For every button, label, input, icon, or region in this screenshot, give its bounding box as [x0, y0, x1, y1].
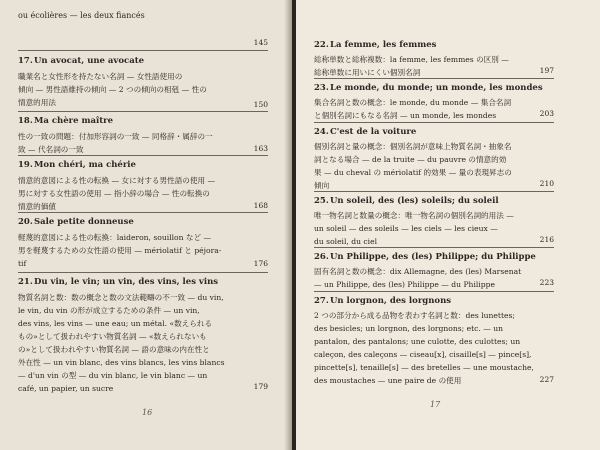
entry-num: 26. — [314, 252, 329, 262]
entry-title-25 — [314, 196, 499, 206]
divider — [18, 50, 268, 51]
entry-title-18 — [18, 116, 113, 126]
body-line: 傾向 — [314, 181, 330, 190]
entry-body-19 — [18, 174, 268, 213]
page-number-right: 17 — [430, 400, 441, 409]
entry-title-17 — [18, 56, 144, 66]
entry-title-23 — [314, 83, 543, 93]
body-line: tif — [18, 259, 27, 268]
entry-title-text: Sale petite donneuse — [34, 217, 134, 227]
body-line: もの»として扱われやすい物質名詞 — «数えられないも — [18, 332, 207, 341]
body-line: un soleil — des soleils — les ciels — les cieux — — [314, 224, 498, 233]
body-line: 軽蔑的意図による性の転換：laideron, souillon など — — [18, 233, 212, 242]
divider — [18, 111, 268, 112]
entry-num: 17. — [18, 56, 33, 66]
body-line: du soleil, du ciel — [314, 237, 378, 246]
entry-title-text: Un Philippe, des (les) Philippe; du Philippe — [330, 252, 536, 262]
body-line: 唯一物名詞と数量の概念：唯一物名詞の個別名詞的用法 — — [314, 211, 514, 220]
body-line: 傾向 — 男性語維持の傾向 — 2 つの傾向の相剋 — 性の — [18, 85, 207, 94]
entry-title-text: Un lorgnon, des lorgnons — [330, 296, 452, 306]
body-line: 職業名と女性形を持たない名詞 — 女性語使用の — [18, 72, 183, 81]
entry-body-25 — [314, 209, 554, 248]
entry-num: 24. — [314, 127, 329, 137]
body-line: 外在性 — un vin blanc, des vins blancs, les vins blancs — [18, 358, 225, 367]
divider — [18, 155, 268, 156]
entry-title-27 — [314, 296, 451, 306]
body-line: 男を軽蔑するための女性語の使用 — mériolatif と péjora- — [18, 246, 222, 255]
entry-body-26 — [314, 265, 554, 291]
entry-title-24 — [314, 127, 416, 137]
continued-line — [18, 10, 268, 21]
entry-body-20 — [18, 231, 268, 270]
entry-title-text: Du vin, le vin; un vin, des vins, les vins — [34, 277, 219, 287]
entry-num: 23. — [314, 83, 329, 93]
entry-body-22 — [314, 53, 554, 79]
body-line: の»として扱われやすい物質名詞 — 語の意味の内在性と — [18, 345, 210, 354]
entry-title-text: Ma chère maître — [34, 116, 114, 126]
entry-title-19 — [18, 160, 136, 170]
entry-ref-18: 163 — [253, 144, 268, 153]
body-line: café, un papier, un sucre — [18, 384, 114, 393]
entry-num: 21. — [18, 277, 33, 287]
entry-ref-21: 179 — [253, 382, 268, 391]
body-line: 詞となる場合 — de la truite — du pauvre の情意的効 — [314, 155, 507, 164]
entry-title-text: La femme, les femmes — [330, 40, 437, 50]
entry-body-23 — [314, 96, 554, 122]
entry-body-24 — [314, 140, 554, 192]
entry-ref-23: 203 — [539, 109, 554, 118]
divider — [314, 78, 554, 79]
divider — [314, 122, 554, 123]
entry-body-21 — [18, 291, 268, 395]
body-line: 2 つの部分から成る品物を表わす名詞と数：des lunettes; — [314, 311, 515, 320]
left-page — [0, 0, 292, 450]
body-line: 総称単数に用いにくい個別名詞 — [314, 68, 421, 77]
entry-num: 19. — [18, 160, 33, 170]
entry-num: 22. — [314, 40, 329, 50]
entry-body-17 — [18, 70, 268, 109]
body-line: des moustaches — une paire de の使用 — [314, 376, 462, 385]
entry-ref-22: 197 — [539, 66, 554, 75]
entry-ref-19: 168 — [253, 201, 268, 210]
body-line: 果 — du cheval の mériolatif 的効果 — 量の表現昇志の — [314, 168, 512, 177]
entry-ref-25: 216 — [539, 235, 554, 244]
entry-title-text: Un soleil, des (les) soleils; du soleil — [330, 196, 499, 206]
body-line: 致 — 代名詞の一致 — [18, 145, 84, 154]
entry-ref-24: 210 — [539, 179, 554, 188]
right-page — [296, 0, 600, 450]
body-line: le vin, du vin の形が成立するための条件 — un vin, — [18, 306, 200, 315]
entry-title-text: Mon chéri, ma chérie — [34, 160, 136, 170]
entry-ref-27: 227 — [539, 375, 554, 384]
entry-num: 20. — [18, 217, 33, 227]
body-line: 集合名詞と数の概念：le monde, du monde — 集合名詞 — [314, 98, 512, 107]
entry-title-text: Le monde, du monde; un monde, les mondes — [330, 83, 543, 93]
body-line: des vins, les vins — une eau; un métal. «数えられる — [18, 319, 213, 328]
page-number-left: 16 — [142, 408, 153, 417]
entry-title-20 — [18, 217, 134, 227]
divider — [18, 272, 268, 273]
body-line: — d'un vin の型 — du vin blanc, le vin blanc — un — [18, 371, 208, 380]
body-line: 性の一致の問題：付加形容詞の一致 — 同格辞・属辞の一 — [18, 132, 213, 141]
body-line: と個別名詞にもなる名詞 — un monde, les mondes — [314, 111, 497, 120]
entry-title-21 — [18, 277, 218, 287]
entry-title-26 — [314, 252, 536, 262]
body-line: 固有名詞と数の概念：dix Allemagne, des (les) Marsenat — [314, 267, 522, 276]
divider — [18, 212, 268, 213]
entry-body-27 — [314, 309, 554, 387]
body-line: 個別名詞と量の概念：個別名詞が意味上物質名詞・抽象名 — [314, 142, 512, 151]
body-line: 情意的価値 — [18, 202, 56, 211]
body-line: caleçon, des caleçons — ciseau[x], cisaille[s] — pince[s], — [314, 350, 532, 359]
entry-title-text: Un avocat, une avocate — [34, 56, 145, 66]
body-line: 男に対する女性語の使用 — 指小辞の場合 — 性の転換の — [18, 189, 210, 198]
entry-title-text: C'est de la voiture — [330, 127, 417, 137]
entry-num: 27. — [314, 296, 329, 306]
body-line: des besicles; un lorgnon, des lorgnons; etc. — un — [314, 324, 504, 333]
entry-ref-26: 223 — [539, 278, 554, 287]
body-line: — un Philippe, des (les) Philippe — du Philippe — [314, 280, 495, 289]
continued-line-text: ou écolières — les deux fiancés — [18, 11, 145, 20]
entry-num: 18. — [18, 116, 33, 126]
entry-num: 25. — [314, 196, 329, 206]
entry-title-22 — [314, 40, 436, 50]
divider — [314, 191, 554, 192]
body-line: 総称単数と総称複数：la femme, les femmes の区別 — — [314, 55, 509, 64]
entry-ref-17: 150 — [253, 100, 268, 109]
body-line: pincette[s], tenaille[s] — des bretelles — une moustache, — [314, 363, 534, 372]
entry-ref-20: 176 — [253, 259, 268, 268]
body-line: pantalon, des pantalons; une culotte, des culottes; un — [314, 337, 521, 346]
body-line: 情意的意図による性の転換 — 女に対する男性語の使用 — — [18, 176, 216, 185]
entry-body-18 — [18, 130, 268, 156]
body-line: 情意的用法 — [18, 98, 56, 107]
divider — [314, 291, 554, 292]
continued-ref: 145 — [253, 38, 268, 47]
body-line: 物質名詞と数：数の概念と数の文法範疇の不一致 — du vin, — [18, 293, 224, 302]
divider — [314, 247, 554, 248]
